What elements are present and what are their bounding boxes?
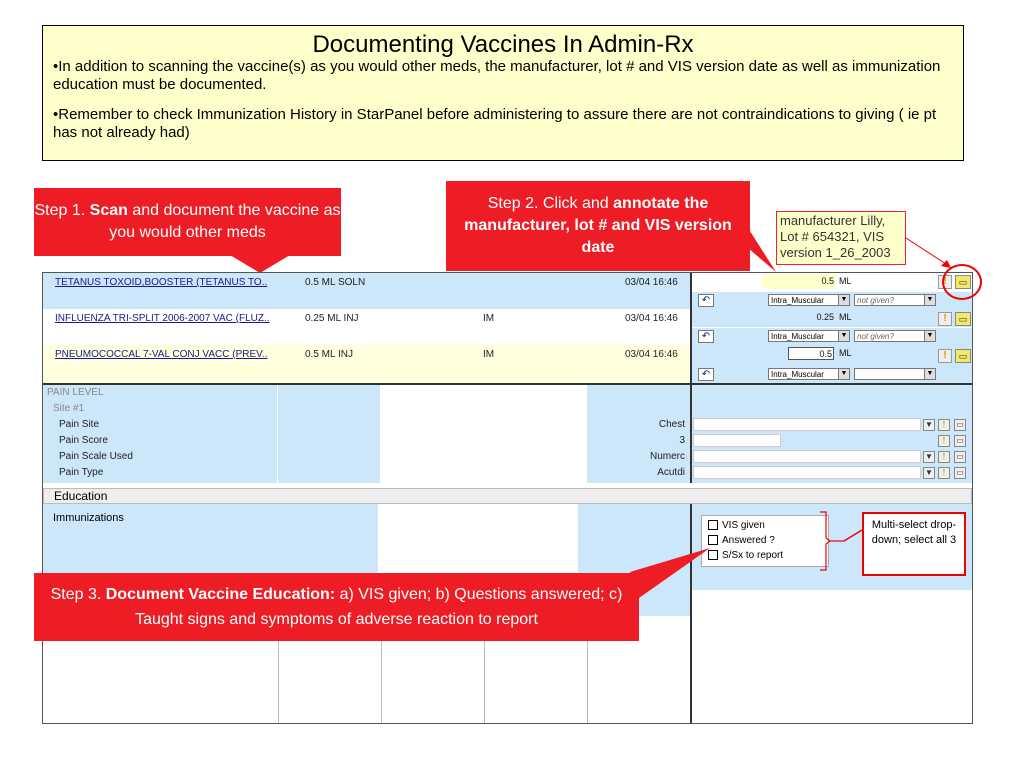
admin-panel-row-2	[692, 309, 972, 345]
med-row-1[interactable]	[43, 273, 690, 309]
pain-row-value: Acutdi	[657, 467, 685, 478]
status-select[interactable]	[854, 294, 936, 306]
pain-column-3	[381, 385, 483, 483]
info-icon[interactable]: !	[938, 419, 950, 431]
chevron-down-icon: ▼	[924, 369, 935, 379]
status-select[interactable]	[854, 330, 936, 342]
med-route: IM	[483, 349, 495, 360]
med-name-link[interactable]: INFLUENZA TRI-SPLIT 2006-2007 VAC (FLUZ..	[55, 313, 270, 324]
med-row-3[interactable]	[43, 345, 690, 383]
panel-divider	[690, 616, 692, 723]
note-icon[interactable]: ▭	[954, 451, 966, 463]
site-select-value: Intra_Muscular	[771, 332, 824, 341]
note-bullet-2: •Remember to check Immunization History in StarPanel before administering to assure there are not contraindications to giving ( ie pt has not already had)	[53, 106, 937, 141]
annotation-arrow	[905, 236, 955, 272]
pain-row-label: Pain Scale Used	[59, 451, 133, 462]
pain-scale-select[interactable]	[693, 450, 921, 463]
pain-row-value: Numerc	[649, 451, 685, 462]
pain-row-label: Pain Type	[59, 467, 104, 478]
site-select[interactable]	[768, 368, 850, 380]
step3-bold: Document Vaccine Education:	[105, 586, 336, 603]
note-icon[interactable]: ▭	[954, 435, 966, 447]
pain-row-label: Pain Score	[59, 435, 108, 446]
info-icon[interactable]: !	[938, 275, 952, 289]
dose-unit: ML	[839, 348, 852, 358]
step1-bold: Scan	[89, 202, 128, 219]
site-select[interactable]	[768, 330, 850, 342]
dose-unit: ML	[839, 276, 852, 286]
undo-icon[interactable]: ↶	[698, 330, 714, 343]
undo-icon[interactable]: ↶	[698, 368, 714, 381]
option-vis-given[interactable]	[708, 518, 822, 533]
undo-icon[interactable]: ↶	[698, 294, 714, 307]
option-label: S/Sx to report	[722, 550, 784, 561]
pain-column-4	[484, 385, 586, 483]
info-icon[interactable]: !	[938, 435, 950, 447]
pain-heading: PAIN LEVEL	[47, 387, 104, 398]
med-time: 03/04 16:46	[625, 277, 678, 288]
chevron-down-icon: ▼	[838, 369, 849, 379]
education-header[interactable]: Education	[43, 488, 972, 504]
option-label: Answered ?	[722, 535, 775, 546]
pain-site-select[interactable]	[693, 418, 921, 431]
chevron-down-icon[interactable]: ▼	[923, 419, 935, 431]
dose-unit: ML	[839, 312, 852, 322]
option-ssx-report[interactable]	[708, 548, 822, 563]
note-bullet-1: •In addition to scanning the vaccine(s) as you would other meds, the manufacturer, lot # and VIS version date as well as immunization education must be documented.	[53, 58, 941, 93]
pain-type-select[interactable]	[693, 466, 921, 479]
chevron-down-icon: ▼	[838, 295, 849, 305]
admin-panel-row-1	[692, 273, 972, 309]
step2-prefix: Step 2. Click and	[487, 195, 614, 212]
med-time: 03/04 16:46	[625, 313, 678, 324]
pain-score-input[interactable]	[693, 434, 781, 447]
med-dose: 0.5 ML INJ	[305, 349, 353, 360]
step2-callout	[446, 181, 750, 271]
pain-site-number: Site #1	[53, 403, 85, 414]
med-name-link[interactable]: PNEUMOCOCCAL 7-VAL CONJ VACC (PREV..	[55, 349, 268, 360]
step3-callout	[34, 573, 639, 641]
dose-value[interactable]: 0.5	[821, 276, 834, 286]
option-label: VIS given	[722, 520, 765, 531]
status-select[interactable]	[854, 368, 936, 380]
step1-pointer	[230, 255, 290, 273]
chevron-down-icon: ▼	[924, 295, 935, 305]
chevron-down-icon: ▼	[838, 331, 849, 341]
step1-callout	[34, 188, 341, 256]
annotate-note-icon[interactable]: ▭	[955, 312, 971, 326]
multiselect-callout: Multi-select drop-down; select all 3	[862, 512, 966, 576]
option-answered[interactable]	[708, 533, 822, 548]
status-select-value: not given?	[857, 296, 894, 305]
admin-rx-screen	[42, 272, 973, 724]
info-icon[interactable]: !	[938, 349, 952, 363]
chevron-down-icon[interactable]: ▼	[923, 467, 935, 479]
info-icon[interactable]: !	[938, 312, 952, 326]
status-select-value: not given?	[857, 332, 894, 341]
med-row-2[interactable]	[43, 309, 690, 345]
annotate-note-icon[interactable]: ▭	[955, 275, 971, 289]
pain-column-2	[278, 385, 380, 483]
med-route: IM	[483, 313, 495, 324]
dose-value[interactable]: 0.25	[816, 312, 834, 322]
annotation-line-3: version 1_26_2003	[780, 245, 891, 260]
chevron-down-icon[interactable]: ▼	[923, 451, 935, 463]
pain-row-label: Pain Site	[59, 419, 100, 430]
step3-prefix: Step 3.	[50, 586, 106, 603]
step1-suffix: and document the vaccine as you would other meds	[109, 202, 341, 241]
info-icon[interactable]: !	[938, 467, 950, 479]
pain-row-value: 3	[679, 435, 685, 446]
step1-prefix: Step 1.	[34, 202, 90, 219]
step3-suffix: a) VIS given; b) Questions answered; c) Taught signs and symptoms of adverse reaction to report	[135, 586, 623, 628]
site-select[interactable]	[768, 294, 850, 306]
highlight-circle	[942, 264, 982, 300]
annotation-line-2: Lot # 654321, VIS	[780, 229, 885, 244]
med-name-link[interactable]: TETANUS TOXOID,BOOSTER (TETANUS TO..	[55, 277, 268, 288]
immunizations-label: Immunizations	[53, 512, 124, 524]
page-title: Documenting Vaccines In Admin-Rx	[312, 31, 694, 58]
step2-bold: annotate the manufacturer, lot # and VIS version date	[464, 195, 732, 256]
info-icon[interactable]: !	[938, 451, 950, 463]
instruction-note	[42, 25, 964, 161]
education-multiselect[interactable]	[701, 515, 829, 567]
med-dose: 0.5 ML SOLN	[305, 277, 366, 288]
multiselect-bracket	[818, 510, 864, 572]
annotation-line-1: manufacturer Lilly,	[780, 213, 886, 228]
note-icon[interactable]: ▭	[954, 419, 966, 431]
site-select-value: Intra_Muscular	[771, 296, 824, 305]
med-dose: 0.25 ML INJ	[305, 313, 359, 324]
admin-panel-row-3	[692, 345, 972, 383]
note-icon[interactable]: ▭	[954, 467, 966, 479]
annotation-note	[776, 211, 906, 265]
annotate-note-icon[interactable]: ▭	[955, 349, 971, 363]
pain-row-value: Chest	[658, 419, 685, 430]
dose-value[interactable]: 0.5	[819, 349, 832, 359]
site-select-value: Intra_Muscular	[771, 370, 824, 379]
checkbox-icon[interactable]	[708, 520, 718, 530]
chevron-down-icon: ▼	[924, 331, 935, 341]
med-time: 03/04 16:46	[625, 349, 678, 360]
